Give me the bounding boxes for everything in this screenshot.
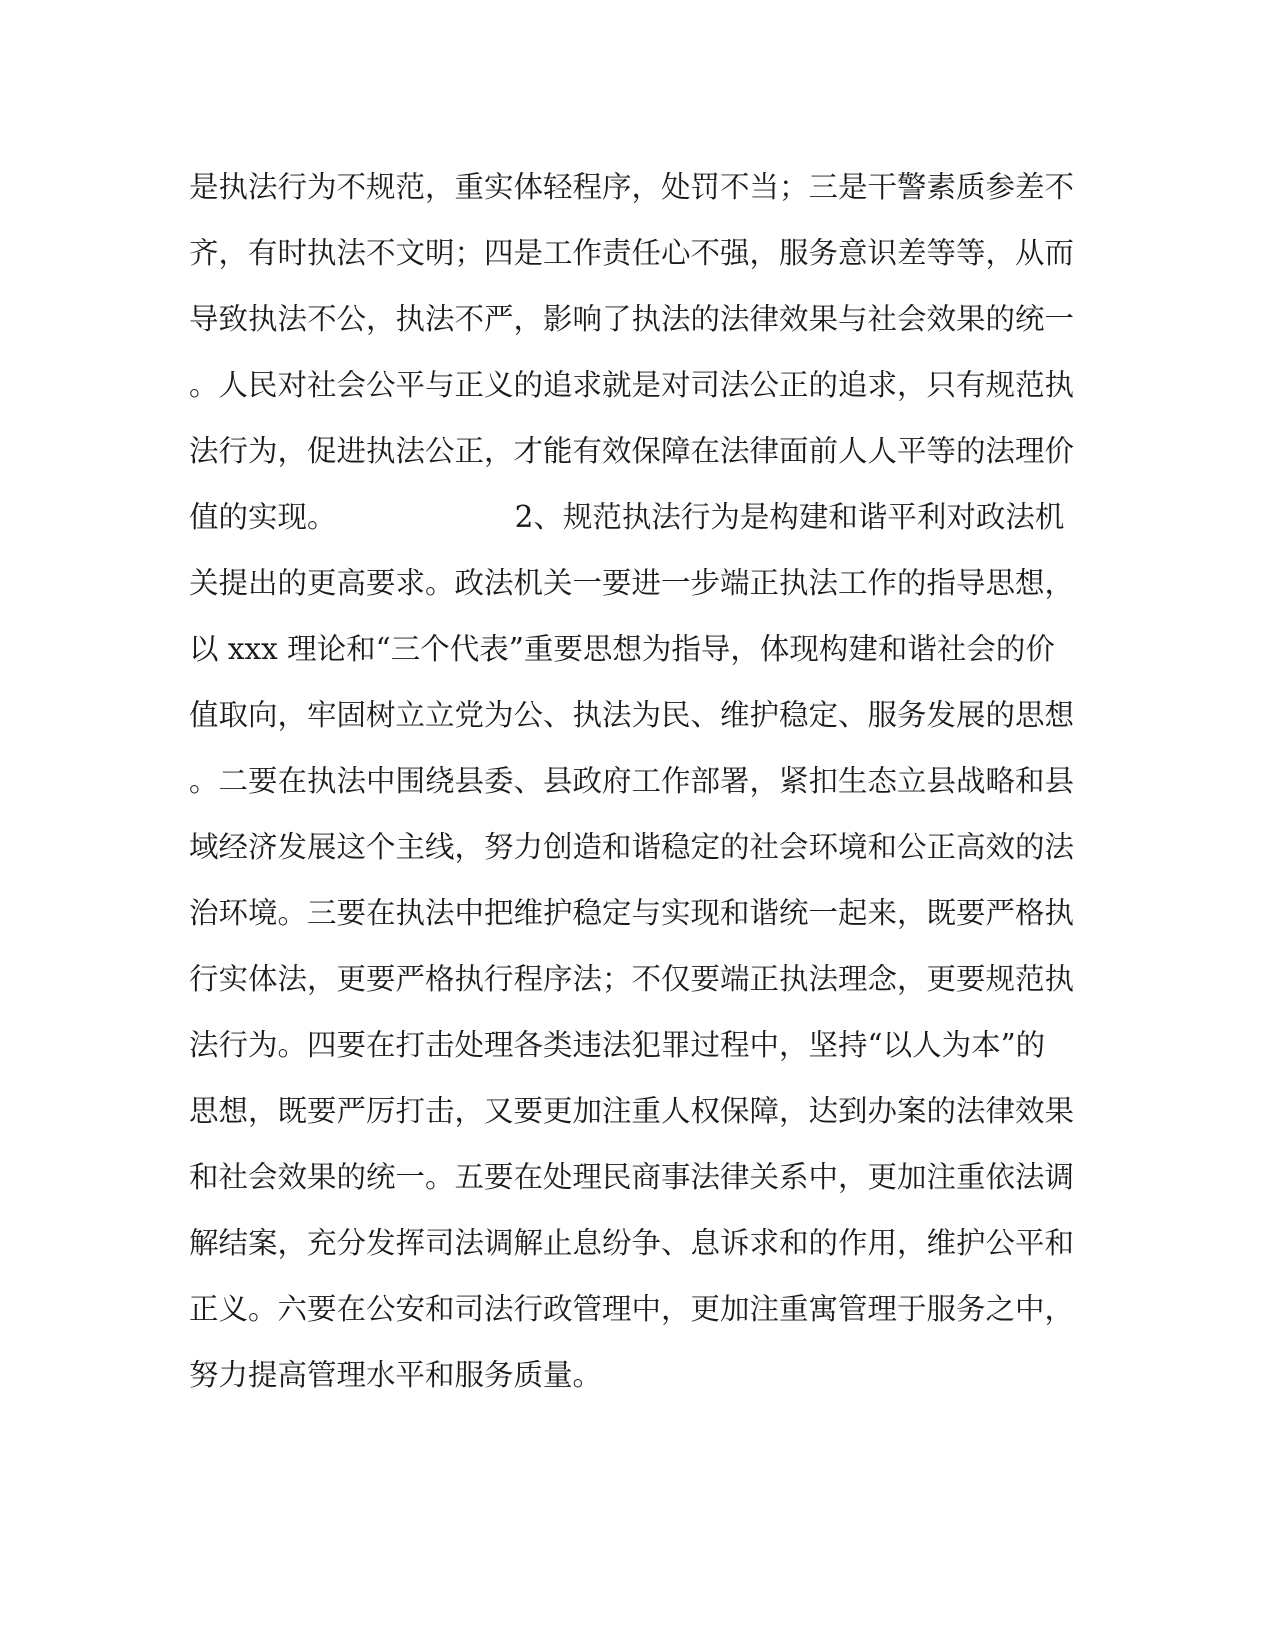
text-line: 关提出的更高要求。政法机关一要进一步端正执法工作的指导思想， <box>189 566 1075 600</box>
text-line: 是执法行为不规范，重实体轻程序，处罚不当；三是干警素质参差不 <box>189 170 1075 204</box>
text-line: 。二要在执法中围绕县委、县政府工作部署，紧扣生态立县战略和县 <box>189 764 1075 798</box>
text-line: 导致执法不公，执法不严，影响了执法的法律效果与社会效果的统一 <box>189 302 1075 336</box>
body-text <box>189 154 1075 1408</box>
text-line: 以 xxx 理论和“三个代表”重要思想为指导，体现构建和谐社会的价 <box>189 632 1055 666</box>
text-line: 正义。六要在公安和司法行政管理中，更加注重寓管理于服务之中， <box>189 1292 1075 1326</box>
text-line: 法行为。四要在打击处理各类违法犯罪过程中，坚持“以人为本”的 <box>189 1028 1046 1062</box>
text-line: 齐，有时执法不文明；四是工作责任心不强，服务意识差等等，从而 <box>189 236 1075 270</box>
text-line: 治环境。三要在执法中把维护稳定与实现和谐统一起来，既要严格执 <box>189 896 1075 930</box>
text-line: 值的实现。 2、规范执法行为是构建和谐平利对政法机 <box>189 500 1065 534</box>
text-line: 行实体法，更要严格执行程序法；不仅要端正执法理念，更要规范执 <box>189 962 1075 996</box>
text-line: 思想，既要严厉打击，又要更加注重人权保障，达到办案的法律效果 <box>189 1094 1075 1128</box>
text-line: 。人民对社会公平与正义的追求就是对司法公正的追求，只有规范执 <box>189 368 1075 402</box>
text-line: 域经济发展这个主线，努力创造和谐稳定的社会环境和公正高效的法 <box>189 830 1075 864</box>
text-line: 和社会效果的统一。五要在处理民商事法律关系中，更加注重依法调 <box>189 1160 1075 1194</box>
text-line: 解结案，充分发挥司法调解止息纷争、息诉求和的作用，维护公平和 <box>189 1226 1075 1260</box>
text-line: 法行为，促进执法公正，才能有效保障在法律面前人人平等的法理价 <box>189 434 1075 468</box>
text-line: 努力提高管理水平和服务质量。 <box>189 1358 603 1392</box>
text-line: 值取向，牢固树立立党为公、执法为民、维护稳定、服务发展的思想 <box>189 698 1075 732</box>
